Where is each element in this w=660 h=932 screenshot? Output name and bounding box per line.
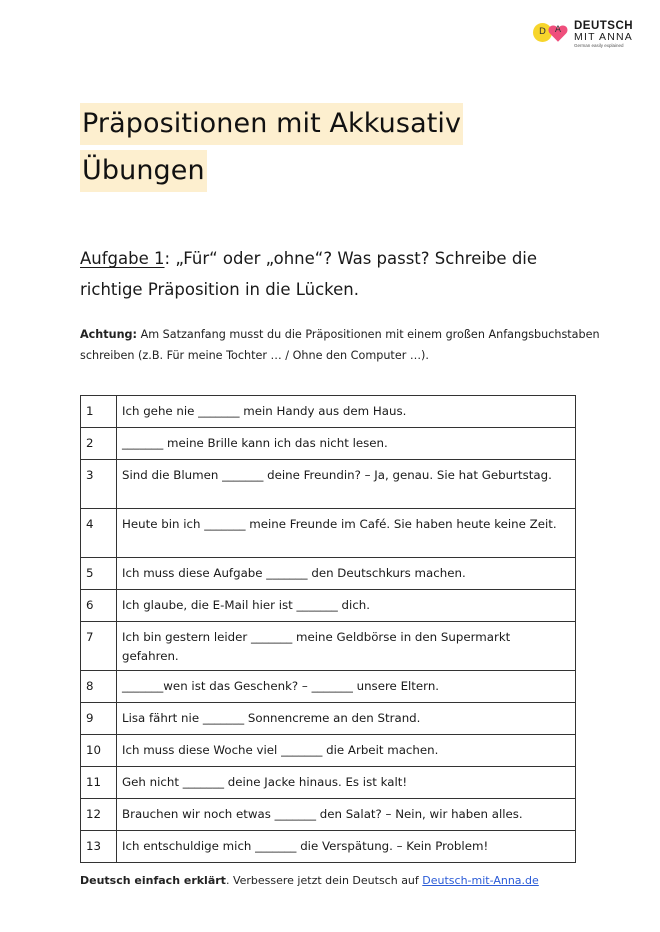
logo-heart-icon [547, 22, 569, 44]
exercise-number: 8 [81, 671, 117, 703]
logo-brand [574, 20, 633, 49]
logo-a-letter: A [554, 25, 562, 35]
table-row [81, 428, 576, 460]
page-title-line1: Präpositionen mit Akkusativ [80, 103, 463, 145]
exercise-number: 10 [81, 735, 117, 767]
exercise-table [80, 395, 576, 863]
exercise-text: Brauchen wir noch etwas _______ den Salat? – Nein, wir haben alles. [117, 799, 576, 831]
footer-text: . Verbessere jetzt dein Deutsch auf [225, 874, 423, 887]
exercise-number: 1 [81, 396, 117, 428]
logo-brand-line2: MIT ANNA [574, 31, 633, 43]
exercise-number: 2 [81, 428, 117, 460]
exercise-text: Ich bin gestern leider _______ meine Geldbörse in den Supermarkt gefahren. [117, 622, 576, 671]
exercise-number: 12 [81, 799, 117, 831]
exercise-number: 3 [81, 460, 117, 509]
table-row [81, 799, 576, 831]
exercise-text: Ich glaube, die E-Mail hier ist _______ dich. [117, 590, 576, 622]
exercise-number: 13 [81, 831, 117, 863]
task-instruction [80, 243, 580, 305]
page-title-line2: Übungen [80, 150, 207, 192]
table-row [81, 767, 576, 799]
logo-d-circle-icon: D [533, 23, 552, 42]
logo-brand-line1: DEUTSCH [574, 20, 634, 32]
exercise-text: Ich gehe nie _______ mein Handy aus dem Haus. [117, 396, 576, 428]
exercise-number: 7 [81, 622, 117, 671]
logo-tagline: German easily explained [574, 43, 624, 48]
table-row [81, 735, 576, 767]
exercise-text: _______wen ist das Geschenk? – _______ unsere Eltern. [117, 671, 576, 703]
task-label: Aufgabe 1 [80, 249, 165, 268]
note [80, 324, 600, 366]
table-row [81, 590, 576, 622]
exercise-number: 6 [81, 590, 117, 622]
exercise-text: _______ meine Brille kann ich das nicht lesen. [117, 428, 576, 460]
task-text: : „Für“ oder „ohne“? Was passt? Schreibe die richtige Präposition in die Lücken. [80, 249, 538, 299]
logo [533, 20, 653, 50]
note-text: Am Satzanfang musst du die Präpositionen mit einem großen Anfangsbuchstaben schreiben (z.B. Für meine Tochter … / Ohne den Computer …). [80, 328, 600, 362]
table-row [81, 558, 576, 590]
exercise-number: 5 [81, 558, 117, 590]
table-row [81, 622, 576, 671]
footer [80, 874, 539, 887]
footer-tagline: Deutsch einfach erklärt [80, 874, 226, 887]
exercise-text: Ich muss diese Aufgabe _______ den Deutschkurs machen. [117, 558, 576, 590]
table-row [81, 396, 576, 428]
exercise-text: Heute bin ich _______ meine Freunde im Café. Sie haben heute keine Zeit. [117, 509, 576, 558]
exercise-number: 9 [81, 703, 117, 735]
exercise-number: 11 [81, 767, 117, 799]
exercise-text: Ich muss diese Woche viel _______ die Arbeit machen. [117, 735, 576, 767]
table-row [81, 703, 576, 735]
table-row [81, 671, 576, 703]
table-row [81, 460, 576, 509]
table-row [81, 831, 576, 863]
website-link[interactable]: Deutsch-mit-Anna.de [422, 874, 539, 887]
table-row [81, 509, 576, 558]
exercise-text: Sind die Blumen _______ deine Freundin? – Ja, genau. Sie hat Geburtstag. [117, 460, 576, 509]
exercise-text: Geh nicht _______ deine Jacke hinaus. Es ist kalt! [117, 767, 576, 799]
exercise-text: Ich entschuldige mich _______ die Verspätung. – Kein Problem! [117, 831, 576, 863]
exercise-number: 4 [81, 509, 117, 558]
exercise-text: Lisa fährt nie _______ Sonnencreme an den Strand. [117, 703, 576, 735]
note-label: Achtung: [80, 328, 138, 341]
